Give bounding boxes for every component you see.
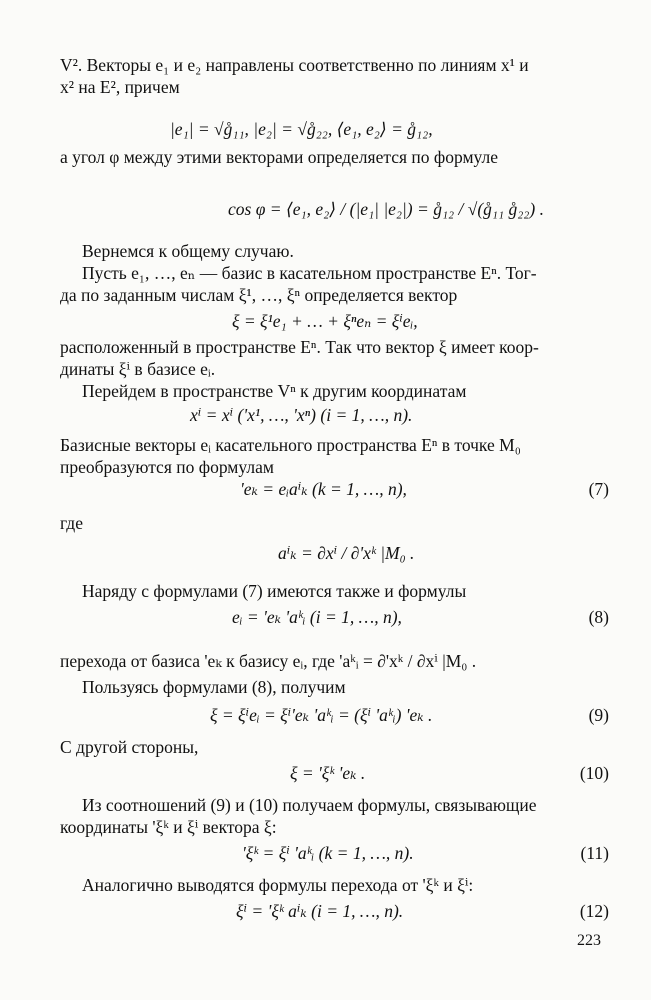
equation-number: (11) [580, 843, 609, 863]
paragraph-line: Вернемся к общему случаю. [82, 241, 294, 261]
page-number: 223 [577, 932, 601, 949]
formula-vector-decomposition: ξ = ξ¹e₁ + … + ξⁿeₙ = ξⁱeᵢ, [232, 311, 418, 331]
paragraph-line: Наряду с формулами (7) имеются также и формулы [82, 581, 467, 601]
paragraph-line: перехода от базиса 'eₖ к базису eᵢ, где 'aᵏᵢ = ∂'xᵏ / ∂xⁱ |M₀ . [60, 651, 477, 671]
formula-10: ξ = 'ξᵏ 'eₖ . [290, 763, 366, 783]
equation-number: (12) [579, 901, 609, 921]
formula-11: 'ξᵏ = ξⁱ 'aᵏᵢ (k = 1, …, n). [242, 843, 414, 863]
formula-8: eᵢ = 'eₖ 'aᵏᵢ (i = 1, …, n), [232, 607, 402, 627]
paragraph-line: Перейдем в пространстве Vⁿ к другим координатам [82, 381, 467, 401]
paragraph-line: Пользуясь формулами (8), получим [82, 677, 346, 697]
equation-number: (9) [588, 705, 609, 725]
equation-number: (8) [588, 607, 609, 627]
paragraph-line: а угол φ между этими векторами определяется по формуле [60, 147, 499, 167]
paragraph-line: Из соотношений (9) и (10) получаем формулы, связывающие [82, 795, 537, 815]
paragraph-line: V². Векторы e₁ и e₂ направлены соответственно по линиям x¹ и [60, 55, 529, 75]
equation-number: (7) [588, 479, 609, 499]
formula-metric-lengths: |e₁| = √g̊₁₁, |e₂| = √g̊₂₂, ⟨e₁, e₂⟩ = g̊₁₂, [170, 119, 433, 139]
formula-cos-phi: cos φ = ⟨e₁, e₂⟩ / (|e₁| |e₂|) = g̊₁₂ / √(g̊₁₁ g̊₂₂) . [228, 199, 544, 219]
formula-12: ξⁱ = 'ξᵏ aⁱₖ (i = 1, …, n). [236, 901, 404, 921]
equation-number: (10) [579, 763, 609, 783]
formula-9: ξ = ξⁱeᵢ = ξⁱ'eₖ 'aᵏᵢ = (ξⁱ 'aᵏᵢ) 'eₖ . [210, 705, 433, 725]
paragraph-line: Базисные векторы eᵢ касательного пространства Eⁿ в точке M₀ [60, 435, 521, 455]
paragraph-line: координаты 'ξᵏ и ξⁱ вектора ξ: [60, 817, 277, 837]
paragraph-line: С другой стороны, [60, 737, 199, 757]
paragraph-line: преобразуются по формулам [60, 457, 274, 477]
paragraph-line: расположенный в пространстве Eⁿ. Так что вектор ξ имеет коор- [60, 337, 539, 357]
paragraph-line: x² на E², причем [60, 77, 180, 97]
paragraph-line: динаты ξⁱ в базисе eᵢ. [60, 359, 216, 379]
paragraph-line: где [60, 513, 83, 533]
paragraph-line: Пусть e₁, …, eₙ — базис в касательном пространстве Eⁿ. Тог- [82, 263, 537, 283]
paragraph-line: Аналогично выводятся формулы перехода от 'ξᵏ и ξⁱ: [82, 875, 474, 895]
formula-7: 'eₖ = eᵢaⁱₖ (k = 1, …, n), [240, 479, 407, 499]
paragraph-line: да по заданным числам ξ¹, …, ξⁿ определяется вектор [60, 285, 458, 305]
formula-coordinate-change: xⁱ = xⁱ ('x¹, …, 'xⁿ) (i = 1, …, n). [190, 405, 413, 425]
formula-a-definition: aⁱₖ = ∂xⁱ / ∂'xᵏ |M₀ . [278, 543, 415, 563]
